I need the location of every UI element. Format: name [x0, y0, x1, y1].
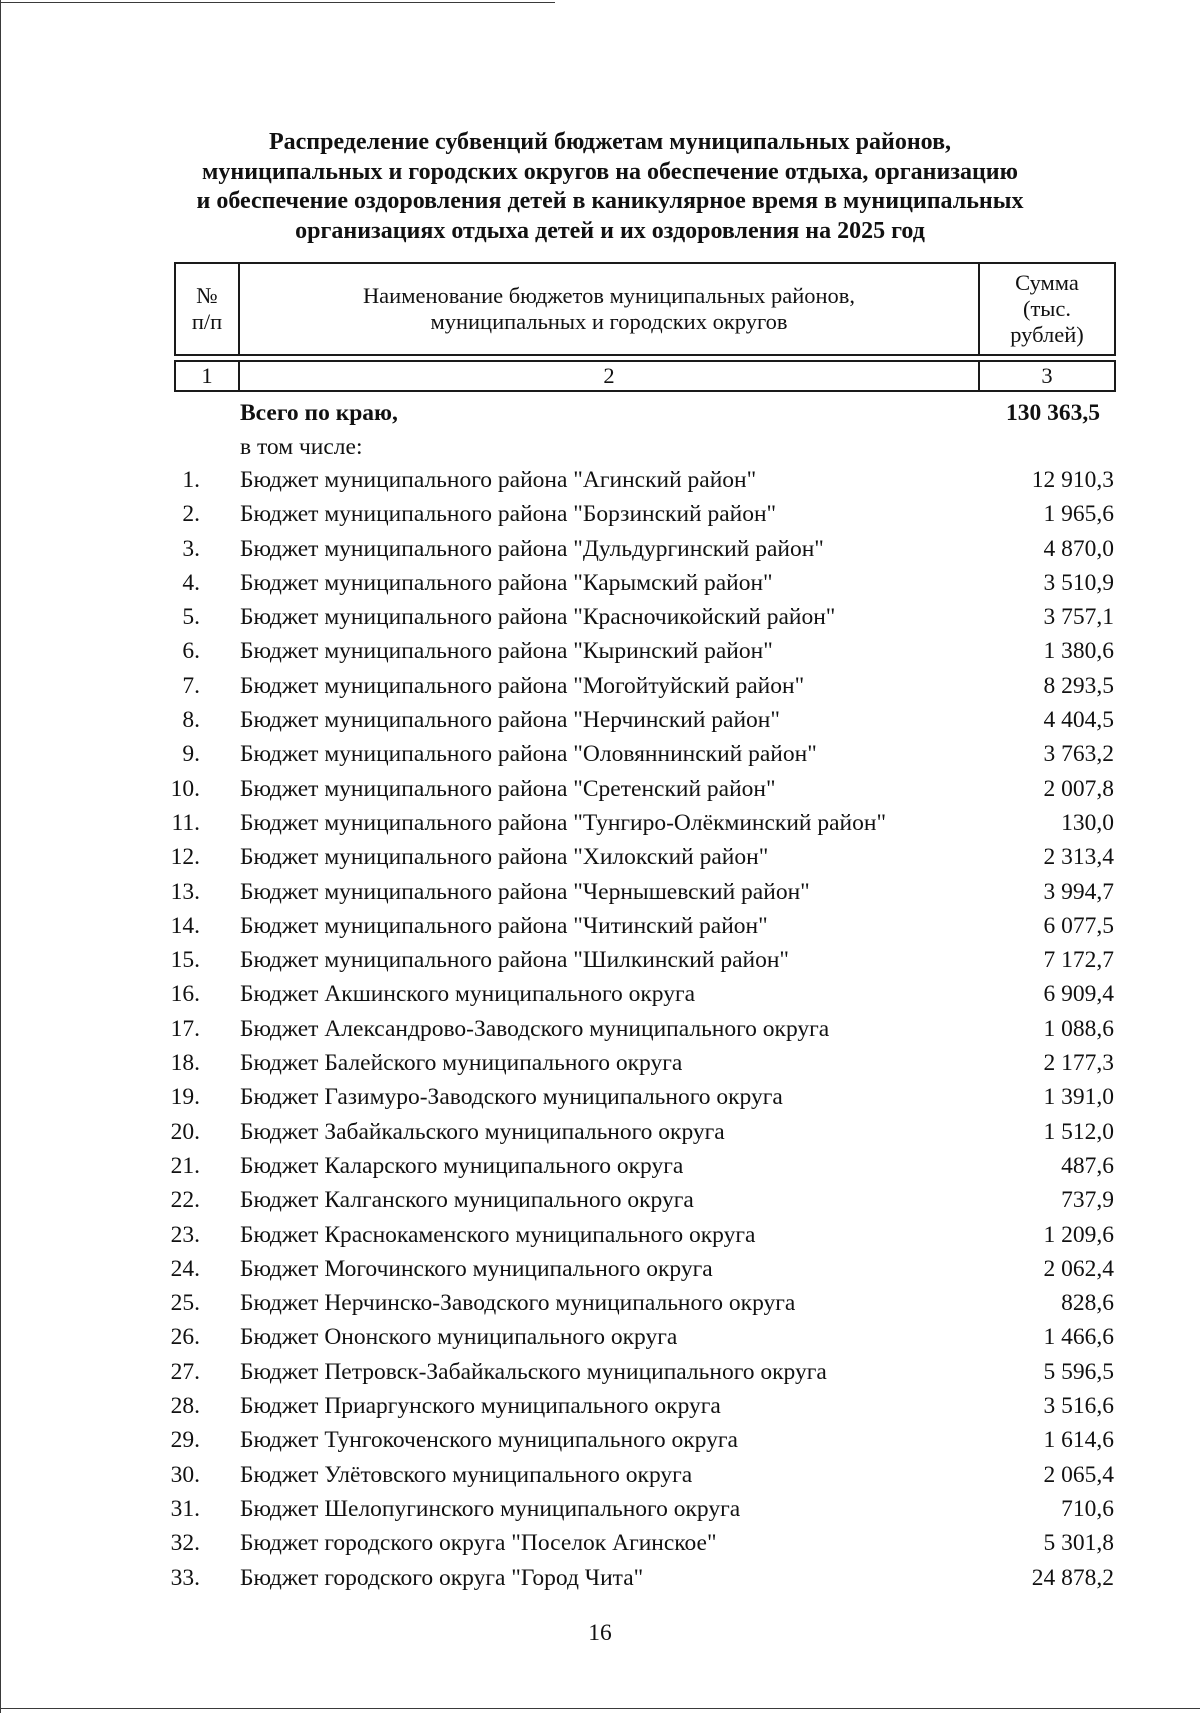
- table-row: [174, 636, 1114, 670]
- column-number: 3: [979, 361, 1115, 391]
- row-amount: 1 209,6: [1043, 1221, 1114, 1248]
- row-budget-name: Бюджет муниципального района "Борзинский район": [240, 501, 777, 528]
- row-budget-name: Бюджет Нерчинско-Заводского муниципального округа: [240, 1290, 796, 1317]
- row-amount: 130,0: [1061, 809, 1114, 836]
- table-row: [174, 739, 1114, 773]
- table-row: [170, 1494, 1114, 1528]
- row-amount: 1 512,0: [1043, 1118, 1114, 1145]
- scan-edge-bottom: [0, 1708, 1200, 1709]
- table-row: [174, 671, 1114, 705]
- row-amount: 2 007,8: [1043, 775, 1114, 802]
- row-budget-name: Бюджет муниципального района "Шилкинский район": [240, 947, 790, 974]
- scan-edge-left: [0, 0, 1, 1713]
- row-budget-name: Бюджет городского округа "Город Чита": [240, 1564, 644, 1591]
- row-amount: 4 404,5: [1043, 707, 1114, 734]
- row-number: 11.: [171, 809, 200, 836]
- row-amount: 3 757,1: [1043, 604, 1114, 631]
- header-name-line: Наименование бюджетов муниципальных районов,: [362, 283, 856, 308]
- table-row: [170, 1117, 1114, 1151]
- row-number: 2.: [182, 501, 200, 528]
- row-amount: 3 763,2: [1043, 741, 1114, 768]
- table-row: [170, 842, 1114, 876]
- row-budget-name: Бюджет Акшинского муниципального округа: [240, 981, 696, 1008]
- row-number: 10.: [170, 775, 200, 802]
- row-budget-name: Бюджет городского округа "Поселок Агинское": [240, 1530, 717, 1557]
- title-line: и обеспечение оздоровления детей в каникулярное время в муниципальных: [196, 188, 1024, 214]
- row-amount: 2 062,4: [1043, 1255, 1114, 1282]
- row-budget-name: Бюджет муниципального района "Могойтуйский район": [240, 672, 805, 699]
- row-number: 9.: [182, 741, 200, 768]
- row-budget-name: Бюджет Краснокаменского муниципального округа: [240, 1221, 756, 1248]
- row-budget-name: Бюджет муниципального района "Сретенский район": [240, 775, 776, 802]
- table-row: [174, 534, 1114, 568]
- row-budget-name: Бюджет Ононского муниципального округа: [240, 1324, 678, 1351]
- table-row: [170, 877, 1114, 911]
- row-amount: 3 510,9: [1043, 569, 1114, 596]
- title-line: Распределение субвенций бюджетам муниципальных районов,: [268, 129, 952, 155]
- row-number: 24.: [170, 1255, 200, 1282]
- row-budget-name: Бюджет муниципального района "Нерчинский район": [240, 707, 780, 734]
- header-name-cell: [239, 263, 979, 355]
- row-number: 22.: [170, 1187, 200, 1214]
- row-number: 29.: [170, 1427, 200, 1454]
- row-number: 26.: [170, 1324, 200, 1351]
- table-row: [170, 1357, 1114, 1391]
- header-sum-line: Сумма: [1015, 270, 1079, 295]
- row-budget-name: Бюджет Каларского муниципального округа: [240, 1152, 684, 1179]
- table-row: [170, 1528, 1114, 1562]
- table-row: [170, 1082, 1114, 1116]
- row-budget-name: Бюджет муниципального района "Красночикойский район": [240, 604, 836, 631]
- row-budget-name: Бюджет Балейского муниципального округа: [240, 1050, 683, 1077]
- row-budget-name: Бюджет Калганского муниципального округа: [240, 1187, 694, 1214]
- row-budget-name: Бюджет муниципального района "Кыринский район": [240, 638, 773, 665]
- table-row: [170, 911, 1114, 945]
- table-row: [170, 1151, 1114, 1185]
- column-number: 2: [239, 361, 979, 391]
- row-budget-name: Бюджет Александрово-Заводского муниципального округа: [240, 1015, 830, 1042]
- table-row: [170, 1460, 1114, 1494]
- row-budget-name: Бюджет Приаргунского муниципального округа: [240, 1393, 721, 1420]
- total-label: Всего по краю,: [240, 400, 398, 426]
- row-number: 23.: [170, 1221, 200, 1248]
- including-label: в том числе:: [240, 434, 363, 460]
- table-row: [174, 499, 1114, 533]
- row-amount: 12 910,3: [1031, 467, 1114, 493]
- row-number: 17.: [170, 1015, 200, 1042]
- column-number-row: [175, 361, 1115, 391]
- page-number: 16: [588, 1620, 612, 1646]
- header-number-line: п/п: [191, 309, 223, 334]
- row-budget-name: Бюджет муниципального района "Оловяннинский район": [240, 741, 817, 768]
- row-amount: 487,6: [1061, 1152, 1114, 1179]
- row-amount: 737,9: [1061, 1187, 1114, 1214]
- row-number: 16.: [170, 981, 200, 1008]
- row-amount: 3 994,7: [1043, 878, 1114, 905]
- table-row: [170, 945, 1114, 979]
- row-budget-name: Бюджет муниципального района "Агинский район": [240, 467, 757, 493]
- table-row: [170, 1322, 1114, 1356]
- table-row: [170, 1220, 1114, 1254]
- row-number: 27.: [170, 1358, 200, 1385]
- table-row: [170, 1425, 1114, 1459]
- row-number: 21.: [170, 1152, 200, 1179]
- row-budget-name: Бюджет Шелопугинского муниципального округа: [240, 1495, 741, 1522]
- table-row: [170, 1185, 1114, 1219]
- table-row: [170, 1254, 1114, 1288]
- row-amount: 3 516,6: [1043, 1393, 1114, 1420]
- table-row: [174, 705, 1114, 739]
- row-amount: 1 965,6: [1043, 501, 1114, 528]
- total-row: [240, 398, 1110, 428]
- row-amount: 828,6: [1061, 1290, 1114, 1317]
- table-row: [170, 1391, 1114, 1425]
- row-budget-name: Бюджет муниципального района "Читинский район": [240, 912, 768, 939]
- row-number: 18.: [170, 1050, 200, 1077]
- row-amount: 1 380,6: [1043, 638, 1114, 665]
- row-amount: 710,6: [1061, 1495, 1114, 1522]
- table-header: [174, 262, 1116, 392]
- row-number: 5.: [182, 604, 200, 631]
- row-amount: 5 301,8: [1043, 1530, 1114, 1557]
- row-number: 7.: [182, 672, 200, 699]
- row-number: 4.: [182, 569, 200, 596]
- row-amount: 2 313,4: [1043, 844, 1114, 871]
- table-row: [170, 774, 1114, 808]
- header-row: [175, 263, 1115, 355]
- row-number: 14.: [170, 912, 200, 939]
- row-budget-name: Бюджет Забайкальского муниципального округа: [240, 1118, 725, 1145]
- document-title: [150, 128, 1070, 246]
- scan-edge-top: [0, 2, 555, 3]
- title-line: организациях отдыха детей и их оздоровления на 2025 год: [295, 217, 925, 244]
- row-amount: 5 596,5: [1043, 1358, 1114, 1385]
- row-number: 20.: [170, 1118, 200, 1145]
- row-budget-name: Бюджет муниципального района "Тунгиро-Олёкминский район": [240, 809, 887, 836]
- table-row: [174, 602, 1114, 636]
- row-budget-name: Бюджет муниципального района "Хилокский район": [240, 844, 769, 871]
- row-amount: 1 466,6: [1043, 1324, 1114, 1351]
- header-sum-cell: [979, 263, 1115, 355]
- header-number-cell: [175, 263, 239, 355]
- row-number: 12.: [170, 844, 200, 871]
- row-number: 28.: [170, 1393, 200, 1420]
- column-number: 1: [175, 361, 239, 391]
- row-amount: 2 065,4: [1043, 1461, 1114, 1488]
- row-budget-name: Бюджет муниципального района "Карымский район": [240, 569, 773, 596]
- row-number: 33.: [170, 1564, 200, 1591]
- table-row: [170, 1288, 1114, 1322]
- table-row: [170, 979, 1114, 1013]
- total-value: 130 363,5: [1006, 400, 1100, 426]
- row-number: 8.: [182, 707, 200, 734]
- row-amount: 8 293,5: [1043, 672, 1114, 699]
- row-number: 25.: [170, 1290, 200, 1317]
- row-number: 32.: [170, 1530, 200, 1557]
- row-budget-name: Бюджет Улётовского муниципального округа: [240, 1461, 693, 1488]
- table-row: [171, 808, 1114, 842]
- row-amount: 6 909,4: [1043, 981, 1114, 1008]
- row-budget-name: Бюджет Тунгокоченского муниципального округа: [240, 1427, 738, 1454]
- row-amount: 24 878,2: [1031, 1564, 1114, 1591]
- header-sum-line: рублей): [1010, 322, 1084, 347]
- row-number: 1.: [182, 467, 200, 493]
- row-number: 19.: [170, 1084, 200, 1111]
- budget-list: [170, 465, 1114, 1597]
- row-budget-name: Бюджет муниципального района "Чернышевский район": [240, 878, 810, 905]
- row-budget-name: Бюджет Петровск-Забайкальского муниципального округа: [240, 1358, 827, 1385]
- row-number: 15.: [170, 947, 200, 974]
- row-amount: 1 088,6: [1043, 1015, 1114, 1042]
- row-number: 31.: [170, 1495, 200, 1522]
- row-number: 13.: [170, 878, 200, 905]
- header-number-line: №: [196, 283, 218, 308]
- header-name-line: муниципальных и городских округов: [430, 309, 788, 334]
- row-number: 30.: [170, 1461, 200, 1488]
- row-amount: 6 077,5: [1043, 912, 1114, 939]
- row-amount: 2 177,3: [1043, 1050, 1114, 1077]
- table-row: [174, 465, 1114, 499]
- row-budget-name: Бюджет Могочинского муниципального округа: [240, 1255, 713, 1282]
- title-line: муниципальных и городских округов на обеспечение отдыха, организацию: [202, 158, 1018, 185]
- table-row: [170, 1014, 1114, 1048]
- table-row: [170, 1563, 1114, 1597]
- row-number: 3.: [182, 535, 200, 562]
- row-budget-name: Бюджет муниципального района "Дульдургинский район": [240, 535, 824, 562]
- table-row: [170, 1048, 1114, 1082]
- row-budget-name: Бюджет Газимуро-Заводского муниципального округа: [240, 1084, 783, 1111]
- table-row: [174, 568, 1114, 602]
- row-amount: 1 614,6: [1043, 1427, 1114, 1454]
- row-amount: 7 172,7: [1043, 947, 1114, 974]
- row-amount: 4 870,0: [1043, 535, 1114, 562]
- header-sum-line: (тыс.: [1022, 296, 1072, 321]
- row-amount: 1 391,0: [1043, 1084, 1114, 1111]
- row-number: 6.: [182, 638, 200, 665]
